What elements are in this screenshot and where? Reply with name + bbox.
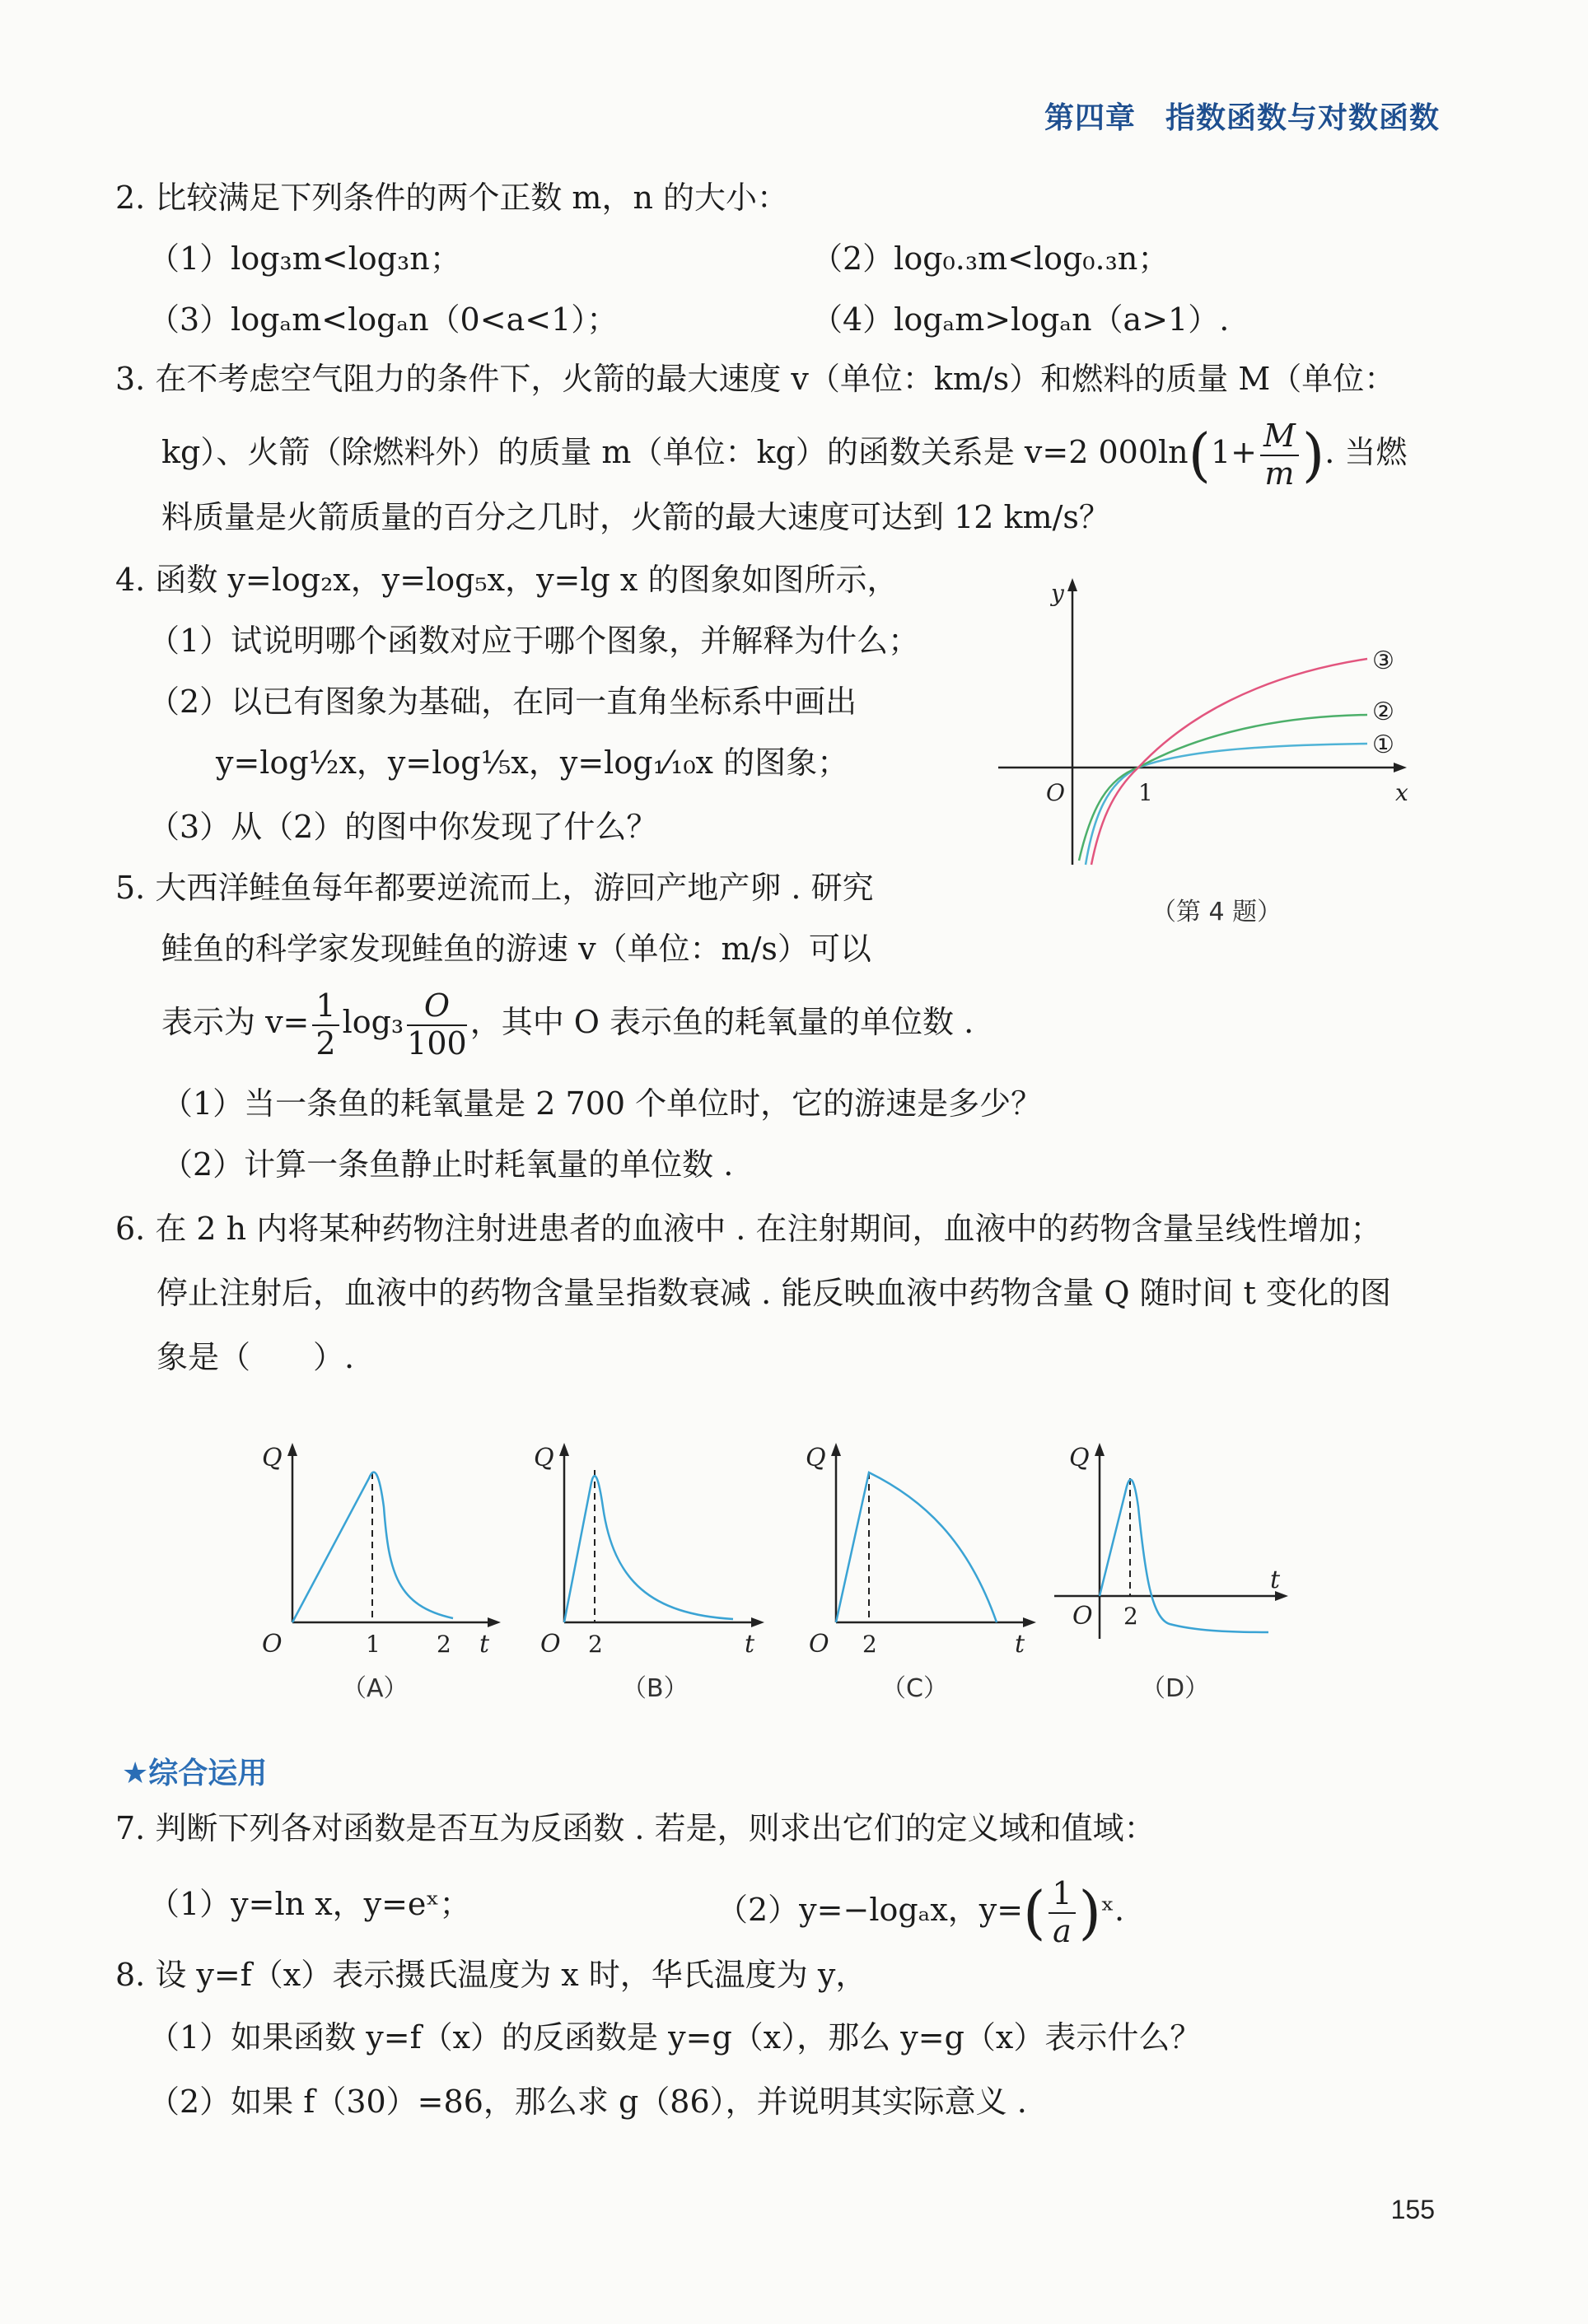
q6a-t: t [479, 1630, 490, 1655]
q7-part2 [717, 1876, 1124, 1949]
q6-line2: 停止注射后，血液中的药物含量呈指数衰减 . 能反映血液中药物含量 Q 随时间 t 变化的图 [156, 1275, 1391, 1311]
q7-fraction [1049, 1876, 1075, 1949]
q5-log: log₃ [342, 1004, 404, 1041]
q5-line2: 鲑鱼的科学家发现鲑鱼的游速 v（单位：m/s）可以 [161, 931, 871, 967]
q4-part3: （3）从（2）的图中你发现了什么？ [148, 809, 658, 845]
chapter-title: 指数函数与对数函数 [1165, 101, 1440, 135]
q3-frac-num: M [1260, 418, 1299, 456]
q6d-o: O [1072, 1602, 1093, 1631]
q3-line1: 3. 在不考虑空气阻力的条件下，火箭的最大速度 v（单位：km/s）和燃料的质量 M（单位： [115, 361, 1396, 397]
q7-frac-num: 1 [1049, 1876, 1075, 1914]
right-paren: ) [1301, 421, 1325, 489]
q4-label-2: ② [1372, 698, 1394, 726]
curve-log2 [1091, 659, 1367, 865]
q3-formula-text: kg）、火箭（除燃料外）的质量 m（单位：kg）的函数关系是 v=2 000ln [161, 434, 1189, 471]
q6a-q: Q [262, 1444, 283, 1472]
q6c-o: O [809, 1630, 829, 1655]
q5-ratio-den: 100 [407, 1024, 467, 1062]
q4-caption: （第 4 题） [1151, 898, 1282, 926]
chapter-header [1044, 95, 1440, 137]
q5-ratio [407, 988, 467, 1062]
q3-line3: 料质量是火箭质量的百分之几时，火箭的最大速度可达到 12 km/s？ [161, 499, 1110, 535]
q4-part2-funcs: y=log½x，y=log⅕x，y=log₁⁄₁₀x 的图象； [216, 744, 849, 781]
q7-part2-end: ˣ. [1100, 1892, 1125, 1929]
q5-part1: （1）当一条鱼的耗氧量是 2 700 个单位时，它的游速是多少？ [161, 1085, 1043, 1122]
q4-tick-one: 1 [1138, 779, 1153, 806]
q6-graph-d [1054, 1433, 1293, 1655]
q2-part4: （4）logₐm>logₐn（a>1）. [811, 301, 1230, 338]
q4-stem: 4. 函数 y=log₂x，y=log₅x，y=lg x 的图象如图所示， [115, 562, 899, 598]
q6b-t: t [745, 1630, 755, 1655]
q6a-o: O [262, 1630, 283, 1655]
q6-graph-a [255, 1433, 502, 1655]
q4-part1: （1）试说明哪个函数对应于哪个图象，并解释为什么； [148, 623, 920, 659]
curve-lg [1086, 744, 1367, 865]
q7-part2-text: （2）y=−logₐx，y= [717, 1892, 1024, 1929]
q6-caption-c: （C） [881, 1674, 948, 1703]
page-number: 155 [1390, 2195, 1435, 2224]
q6a-tick1: 1 [366, 1631, 381, 1655]
q2-stem: 2. 比较满足下列条件的两个正数 m，n 的大小： [115, 180, 789, 216]
q7-right-paren: ) [1078, 1878, 1101, 1947]
q4-label-1: ① [1372, 730, 1394, 759]
q5-formula-text: 表示为 v= [161, 1004, 310, 1041]
q6-graph-c [791, 1433, 1038, 1655]
q5-half [312, 988, 339, 1062]
q7-stem: 7. 判断下列各对函数是否互为反函数 . 若是，则求出它们的定义域和值域： [115, 1810, 1156, 1846]
q2-part3: （3）logₐm<logₐn（0<a<1）； [148, 301, 619, 338]
chapter-label: 第四章 [1044, 101, 1136, 135]
q6b-q: Q [534, 1444, 554, 1472]
q5-half-num: 1 [312, 988, 339, 1026]
q5-half-den: 2 [315, 1024, 336, 1062]
q4-label-3: ③ [1372, 646, 1394, 675]
left-paren: ( [1188, 421, 1211, 489]
q2-part1: （1）log₃m<log₃n； [148, 240, 461, 277]
q5-ratio-num: O [407, 988, 467, 1026]
q6-caption-d: （D） [1141, 1674, 1210, 1703]
q6-caption-b: （B） [622, 1674, 689, 1703]
q5-part2: （2）计算一条鱼静止时耗氧量的单位数 . [161, 1146, 734, 1183]
q4-origin: O [1046, 779, 1065, 806]
q6-line3: 象是（ ）. [156, 1339, 355, 1375]
q3-line2: kg）、火箭（除燃料外）的质量 m（单位：kg）的函数关系是 v=2 000ln(1+ $\frac{M}{m}$ ). 当燃 [161, 418, 1408, 492]
curve-log5 [1079, 715, 1367, 861]
q8-stem: 8. 设 y=f（x）表示摄氏温度为 x 时，华氏温度为 y， [115, 1957, 867, 1993]
q8-part2: （2）如果 f（30）=86，那么求 g（86），并说明其实际意义 . [148, 2084, 1027, 2120]
q6d-t: t [1270, 1566, 1281, 1594]
q7-part1: （1）y=ln x，y=eˣ； [148, 1886, 471, 1922]
q5-line1: 5. 大西洋鲑鱼每年都要逆流而上，游回产地产卵 . 研究 [115, 870, 874, 906]
q6d-tick: 2 [1123, 1603, 1138, 1630]
q2-part2: （2）log₀.₃m<log₀.₃n； [811, 240, 1170, 277]
q3-fraction [1260, 418, 1299, 492]
q6d-q: Q [1069, 1444, 1090, 1472]
q6c-t: t [1015, 1630, 1025, 1655]
q5-line3-end: ，其中 O 表示鱼的耗氧量的单位数 . [469, 1004, 974, 1041]
q6-graph-b [527, 1433, 766, 1655]
q6a-tick2: 2 [437, 1631, 451, 1655]
q4-part2: （2）以已有图象为基础，在同一直角坐标系中画出 [148, 684, 857, 720]
q4-y-label: y [1051, 580, 1064, 607]
q3-line2-end: . 当燃 [1324, 434, 1408, 471]
q6b-o: O [540, 1630, 561, 1655]
q6b-tick: 2 [588, 1631, 603, 1655]
q6-caption-a: （A） [342, 1674, 409, 1703]
q4-log-graph [997, 576, 1425, 873]
q6-line1: 6. 在 2 h 内将某种药物注射进患者的血液中 . 在注射期间，血液中的药物含量呈线性增加； [115, 1211, 1382, 1247]
q6c-tick: 2 [862, 1631, 877, 1655]
section-comprehensive: ★综合运用 [122, 1757, 268, 1790]
q8-part1: （1）如果函数 y=f（x）的反函数是 y=g（x），那么 y=g（x）表示什么？ [148, 2019, 1202, 2056]
q7-left-paren: ( [1023, 1878, 1046, 1947]
q3-frac-den: m [1264, 455, 1295, 492]
q6c-q: Q [806, 1444, 826, 1472]
q4-x-label: x [1395, 779, 1408, 806]
q7-frac-den: a [1053, 1912, 1072, 1949]
q5-line3 [161, 988, 974, 1062]
